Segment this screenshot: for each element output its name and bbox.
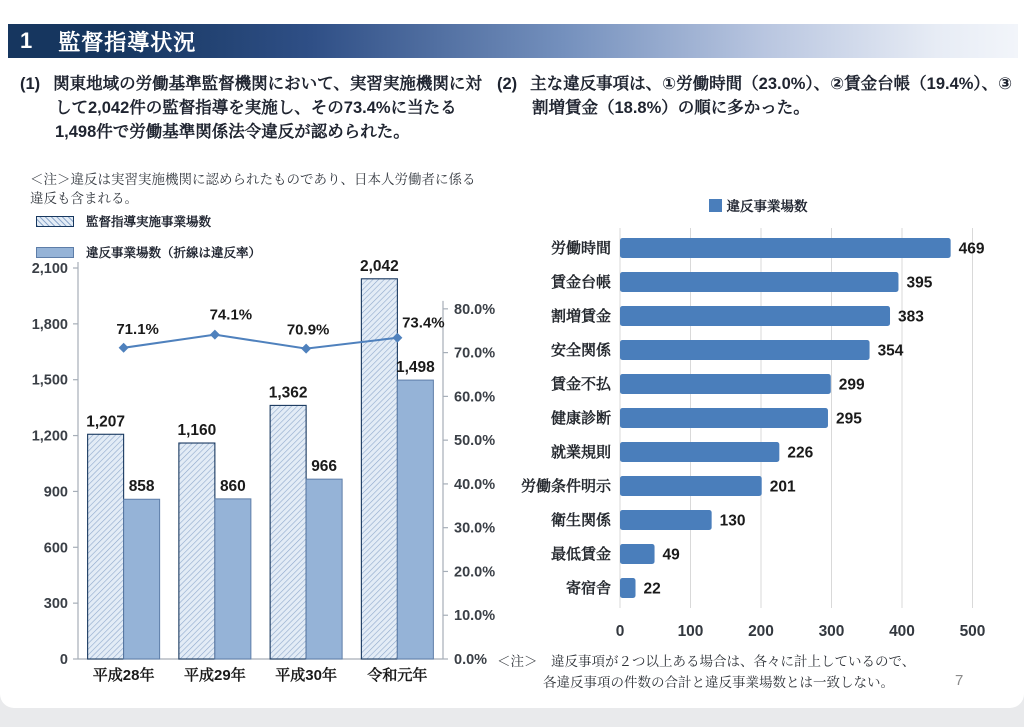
left-axis-tick-label: 900 — [43, 484, 68, 501]
right-axis-tick-label: 60.0% — [454, 389, 496, 406]
left-axis-tick-label: 0 — [59, 652, 68, 668]
violation-bar — [124, 499, 160, 659]
category-label: 平成30年 — [275, 667, 337, 684]
left-axis-tick-label: 1,800 — [31, 316, 68, 333]
bar-value-label: 130 — [719, 512, 746, 530]
violation-item-bar — [620, 476, 762, 496]
violation-item-bar — [620, 578, 636, 598]
rate-label: 73.4% — [402, 314, 445, 332]
bar-value-label: 469 — [958, 240, 985, 258]
x-axis-tick-label: 0 — [615, 623, 625, 640]
rate-label: 71.1% — [116, 320, 159, 338]
category-label: 安全関係 — [550, 342, 611, 359]
right-axis-tick-label: 50.0% — [454, 433, 496, 450]
left-axis-tick-label: 600 — [43, 540, 68, 557]
bar-value-label: 395 — [906, 274, 933, 292]
page-number: 7 — [955, 672, 964, 689]
category-label: 最低賃金 — [550, 546, 611, 563]
violation-bar — [306, 479, 342, 659]
right-axis-tick-label: 70.0% — [454, 345, 496, 362]
supervised-bar — [361, 279, 397, 659]
violation-bar — [397, 380, 433, 659]
left-axis-tick-label: 300 — [43, 596, 68, 613]
category-label: 割増賃金 — [550, 308, 611, 325]
x-axis-tick-label: 400 — [889, 623, 915, 640]
violation-item-bar — [620, 238, 951, 258]
legend-label: 監督指導実施事業場数 — [86, 215, 212, 229]
note-left: ＜注＞違反は実習実施機関に認められたものであり、日本人労働者に係る違反も含まれる。 — [30, 172, 476, 206]
violation-item-bar — [620, 510, 712, 530]
paragraph-2-text: 主な違反事項は、①労働時間（23.0%）、②賃金台帳（19.4%）、③割増賃金（18.8%）の順に多かった。 — [530, 75, 1013, 117]
category-label: 寄宿舎 — [565, 580, 611, 597]
supervised-bar — [179, 443, 215, 659]
category-label: 健康診断 — [550, 410, 611, 427]
left-axis-tick-label: 1,500 — [31, 372, 68, 389]
bar-value-label: 295 — [835, 410, 862, 428]
legend-label: 違反事業場数 — [726, 199, 808, 214]
supervision-combo-chart — [6, 250, 511, 705]
bar-value-label: 860 — [219, 477, 246, 495]
category-label: 衛生関係 — [550, 512, 611, 529]
bar-value-label: 966 — [311, 458, 338, 476]
paragraph-1-label: (1) — [20, 75, 41, 93]
category-label: 賃金台帳 — [550, 274, 611, 291]
violation-item-bar — [620, 306, 890, 326]
note-right-line1: ＜注＞ 違反事項が２つ以上ある場合は、各々に計上しているので、 — [497, 654, 916, 669]
bar-value-label: 2,042 — [359, 257, 399, 275]
paragraph-1 — [20, 72, 492, 144]
bar-value-label: 1,498 — [395, 359, 435, 377]
violation-item-bar — [620, 272, 898, 292]
left-axis-tick-label: 2,100 — [31, 261, 68, 277]
note-right — [497, 651, 1021, 693]
right-axis-tick-label: 10.0% — [454, 608, 496, 625]
bar-value-label: 1,362 — [268, 384, 308, 402]
left-axis-tick-label: 1,200 — [31, 428, 68, 445]
section-header-banner — [8, 24, 1018, 58]
x-axis-tick-label: 500 — [959, 623, 986, 640]
violation-bar — [215, 499, 251, 659]
bar-value-label: 49 — [662, 546, 680, 564]
legend-swatch-icon — [709, 199, 722, 212]
line-marker-diamond — [301, 344, 311, 354]
category-label: 令和元年 — [367, 667, 428, 684]
violation-item-bar — [620, 374, 831, 394]
supervised-bar — [270, 405, 306, 659]
bar-value-label: 22 — [643, 580, 661, 598]
legend-label: 違反事業場数（折線は違反率） — [86, 246, 262, 260]
rate-label: 70.9% — [286, 321, 330, 339]
hatched-swatch-icon — [36, 216, 74, 227]
bar-value-label: 201 — [769, 478, 796, 496]
paragraph-2 — [497, 72, 1019, 120]
right-axis-tick-label: 0.0% — [454, 652, 488, 668]
category-label: 労働時間 — [550, 240, 611, 257]
x-axis-tick-label: 200 — [748, 623, 774, 640]
category-label: 労働条件明示 — [520, 478, 611, 495]
category-label: 平成29年 — [184, 667, 246, 684]
hbar-chart-legend — [496, 195, 1020, 215]
rate-label: 74.1% — [209, 306, 253, 324]
bar-value-label: 858 — [128, 478, 155, 496]
bar-value-label: 383 — [898, 308, 924, 326]
supervised-bar — [88, 434, 124, 659]
paragraph-2-label: (2) — [497, 75, 518, 93]
right-axis-tick-label: 20.0% — [454, 564, 496, 581]
note-right-line2: 各違反事項の件数の合計と違反事業場数とは一致しない。 — [543, 675, 894, 690]
right-axis-tick-label: 80.0% — [454, 301, 496, 318]
category-label: 平成28年 — [92, 667, 155, 684]
paragraph-1-text: 関東地域の労働基準監督機関において、実習実施機関に対して2,042件の監督指導を実施し、その73.4%に当たる1,498件で労働基準関係法令違反が認められた。 — [53, 75, 482, 141]
violation-item-bar — [620, 442, 779, 462]
bar-value-label: 354 — [877, 342, 904, 360]
violation-rate-line — [124, 335, 398, 349]
right-axis-tick-label: 40.0% — [454, 476, 496, 493]
line-marker-diamond — [210, 330, 220, 340]
bar-value-label: 299 — [838, 376, 865, 394]
bar-value-label: 1,160 — [177, 422, 217, 440]
category-label: 就業規則 — [550, 444, 611, 461]
bar-value-label: 1,207 — [86, 413, 126, 431]
bar-value-label: 226 — [787, 444, 814, 462]
violation-item-bar — [620, 340, 870, 360]
violation-item-bar — [620, 408, 828, 428]
x-axis-tick-label: 300 — [818, 623, 845, 640]
violation-items-bar-chart — [496, 224, 1020, 654]
category-label: 賃金不払 — [550, 376, 611, 393]
x-axis-tick-label: 100 — [677, 623, 704, 640]
violation-item-bar — [620, 544, 655, 564]
page-title: 監督指導状況 — [58, 29, 197, 55]
section-number: 1 — [20, 28, 33, 53]
legend-item-supervised — [36, 212, 261, 230]
line-marker-diamond — [119, 343, 129, 353]
right-axis-tick-label: 30.0% — [454, 520, 496, 537]
